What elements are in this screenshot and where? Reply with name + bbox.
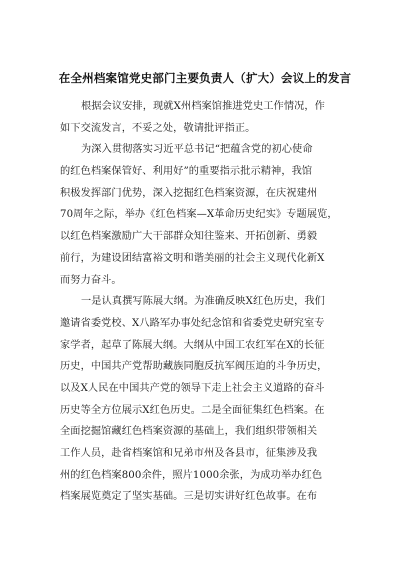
paragraph-line: 州的红色档案800余件，照片1000余张，为成功举办红色 xyxy=(60,469,323,481)
paragraph-line: 历史，中国共产党帮助藏族同胞反抗军阀压迫的斗争历史， xyxy=(60,361,328,373)
paragraph-line: 家学者，起草了陈展大纲。大纲从中国工农红军在X的长征 xyxy=(60,339,325,351)
document-title: 在全州档案馆党史部门主要负责人（扩大）会议上的发言 xyxy=(58,71,352,85)
paragraph-line: 如下交流发言，不妥之处，敬请批评指正。 xyxy=(60,122,256,134)
paragraph-line: 积极发挥部门优势，深入挖掘红色档案资源，在庆祝建州 xyxy=(60,187,318,199)
paragraph-line: 的红色档案保管好、利用好”的重要指示批示精神，我馆 xyxy=(60,166,313,178)
paragraph-line: 根据会议安排，现就X州档案馆推进党史工作情况，作 xyxy=(81,101,325,112)
paragraph-line: 以红色档案激励广大干部群众知往鉴来、开拓创新、勇毅 xyxy=(60,231,318,243)
paragraph-line: 以及X人民在中国共产党的领导下走上社会主义道路的奋斗 xyxy=(60,382,325,394)
paragraph-line: 全面挖掘馆藏红色档案资源的基础上，我们组织带领相关 xyxy=(60,426,318,438)
document-body xyxy=(60,96,360,508)
paragraph-line: 一是认真撰写陈展大纲。为准确反映X红色历史，我们 xyxy=(81,296,325,308)
paragraph-line: 档案展览奠定了坚实基础。三是切实讲好红色故事。在布 xyxy=(60,491,318,503)
paragraph-line: 为深入贯彻落实习近平总书记“把蕴含党的初心使命 xyxy=(81,144,313,156)
paragraph-line: 前行，为建设团结富裕文明和谐美丽的社会主义现代化新X xyxy=(60,252,325,264)
paragraph-line: 邀请省委党校、X八路军办事处纪念馆和省委党史研究室专 xyxy=(60,317,325,329)
paragraph-line: 历史等全方位展示X红色历史。二是全面征集红色档案。在 xyxy=(60,404,325,416)
paragraph-line: 而努力奋斗。 xyxy=(60,274,122,286)
paragraph-line: 工作人员，赴省档案馆和兄弟市州及各县市，征集涉及我 xyxy=(60,448,318,459)
paragraph-line: 70周年之际，举办《红色档案—X革命历史纪实》专题展览， xyxy=(60,209,338,221)
